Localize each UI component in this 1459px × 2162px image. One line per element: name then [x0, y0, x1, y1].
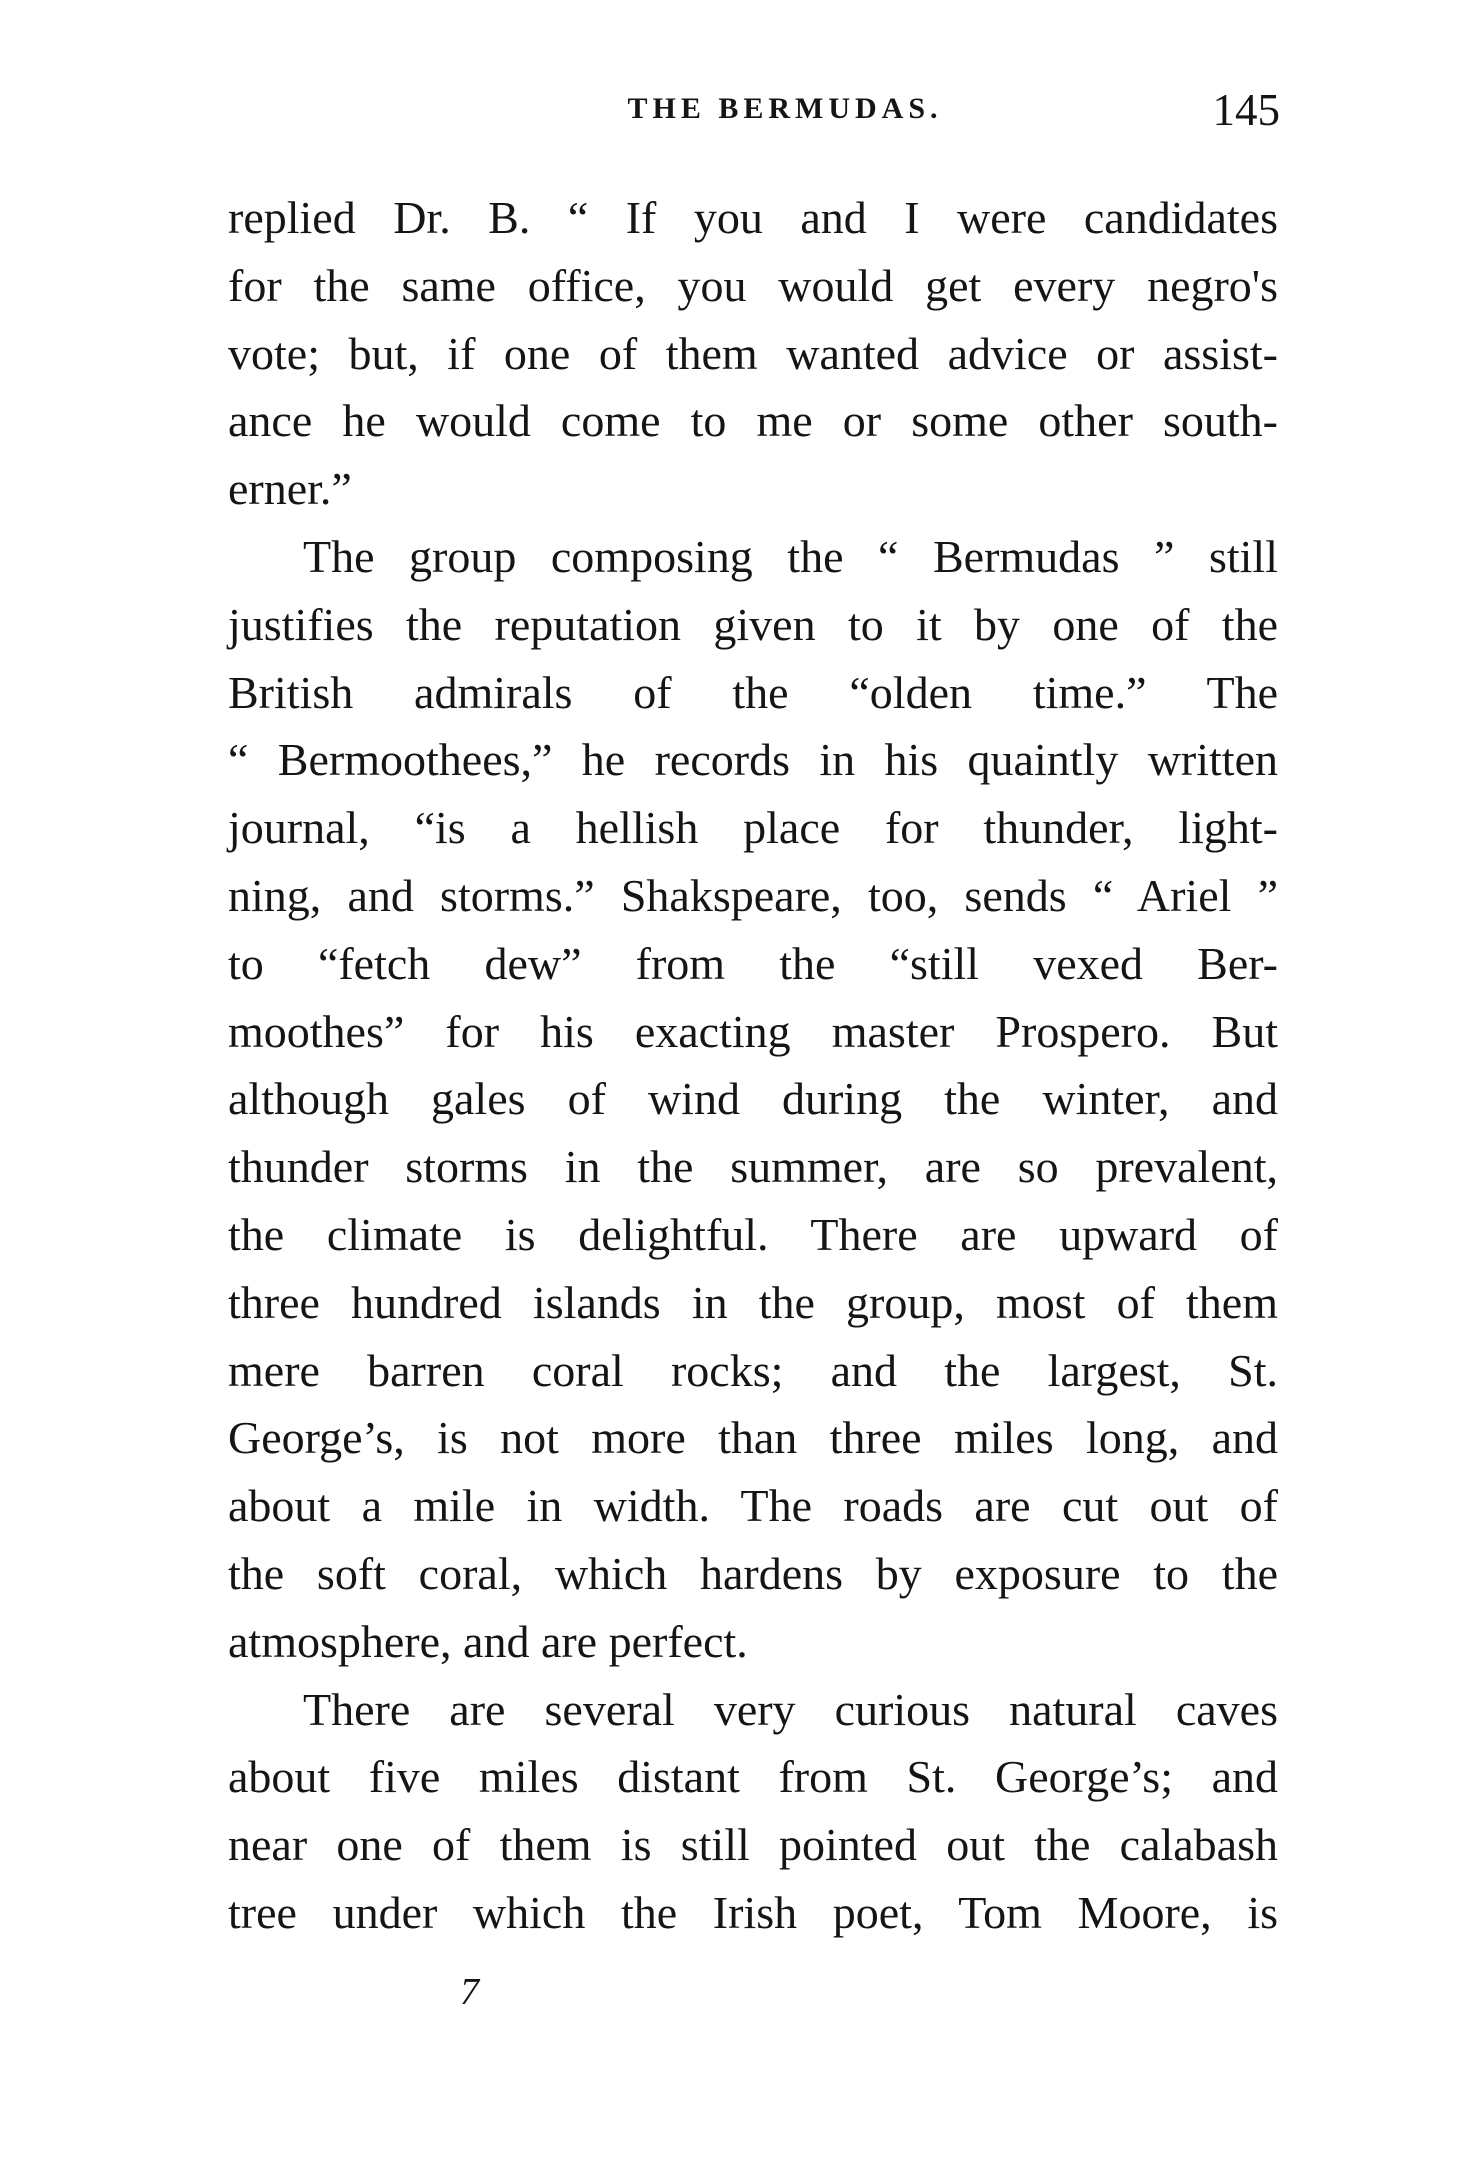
- text-line-26: tree under which the Irish poet, Tom Moore, is: [228, 1886, 1278, 1938]
- text-line-10: journal, “is a hellish place for thunder, light-: [228, 802, 1278, 854]
- text-line-8: British admirals of the “olden time.” The: [228, 666, 1278, 718]
- text-line-12: to “fetch dew” from the “still vexed Ber-: [228, 937, 1278, 989]
- signature-mark: 7: [460, 1971, 479, 2013]
- text-line-9: “ Bermoothees,” he records in his quaintly written: [228, 734, 1278, 786]
- text-line-24: about five miles distant from St. George’s; and: [228, 1751, 1278, 1803]
- text-line-23: There are several very curious natural caves: [303, 1683, 1278, 1735]
- text-line-6: The group composing the “ Bermudas ” still: [303, 530, 1278, 582]
- text-line-15: thunder storms in the summer, are so prevalent,: [228, 1141, 1278, 1193]
- text-line-25: near one of them is still pointed out the calabash: [228, 1819, 1278, 1871]
- text-line-11: ning, and storms.” Shakspeare, too, sends “ Ariel ”: [228, 869, 1278, 921]
- page-header: [230, 84, 1280, 144]
- body-text: [228, 184, 1278, 1947]
- text-line-14: although gales of wind during the winter, and: [228, 1073, 1278, 1125]
- text-line-3: vote; but, if one of them wanted advice or assist-: [228, 327, 1278, 379]
- text-line-17: three hundred islands in the group, most of them: [228, 1276, 1278, 1328]
- text-line-7: justifies the reputation given to it by one of the: [228, 598, 1278, 650]
- text-line-16: the climate is delightful. There are upward of: [228, 1208, 1278, 1260]
- text-line-2: for the same office, you would get every negro's: [228, 259, 1278, 311]
- text-line-5: erner.”: [228, 463, 352, 515]
- text-line-1: replied Dr. B. “ If you and I were candidates: [228, 192, 1278, 243]
- text-line-4: ance he would come to me or some other south-: [228, 395, 1278, 447]
- text-line-20: about a mile in width. The roads are cut out of: [228, 1480, 1278, 1532]
- text-line-13: moothes” for his exacting master Prospero. But: [228, 1005, 1278, 1057]
- text-line-19: George’s, is not more than three miles long, and: [228, 1412, 1278, 1464]
- text-line-21: the soft coral, which hardens by exposure to the: [228, 1547, 1278, 1599]
- text-line-18: mere barren coral rocks; and the largest, St.: [228, 1344, 1278, 1396]
- running-head: THE BERMUDAS.: [627, 92, 943, 125]
- text-line-22: atmosphere, and are perfect.: [228, 1615, 748, 1667]
- page-number: 145: [1212, 85, 1280, 135]
